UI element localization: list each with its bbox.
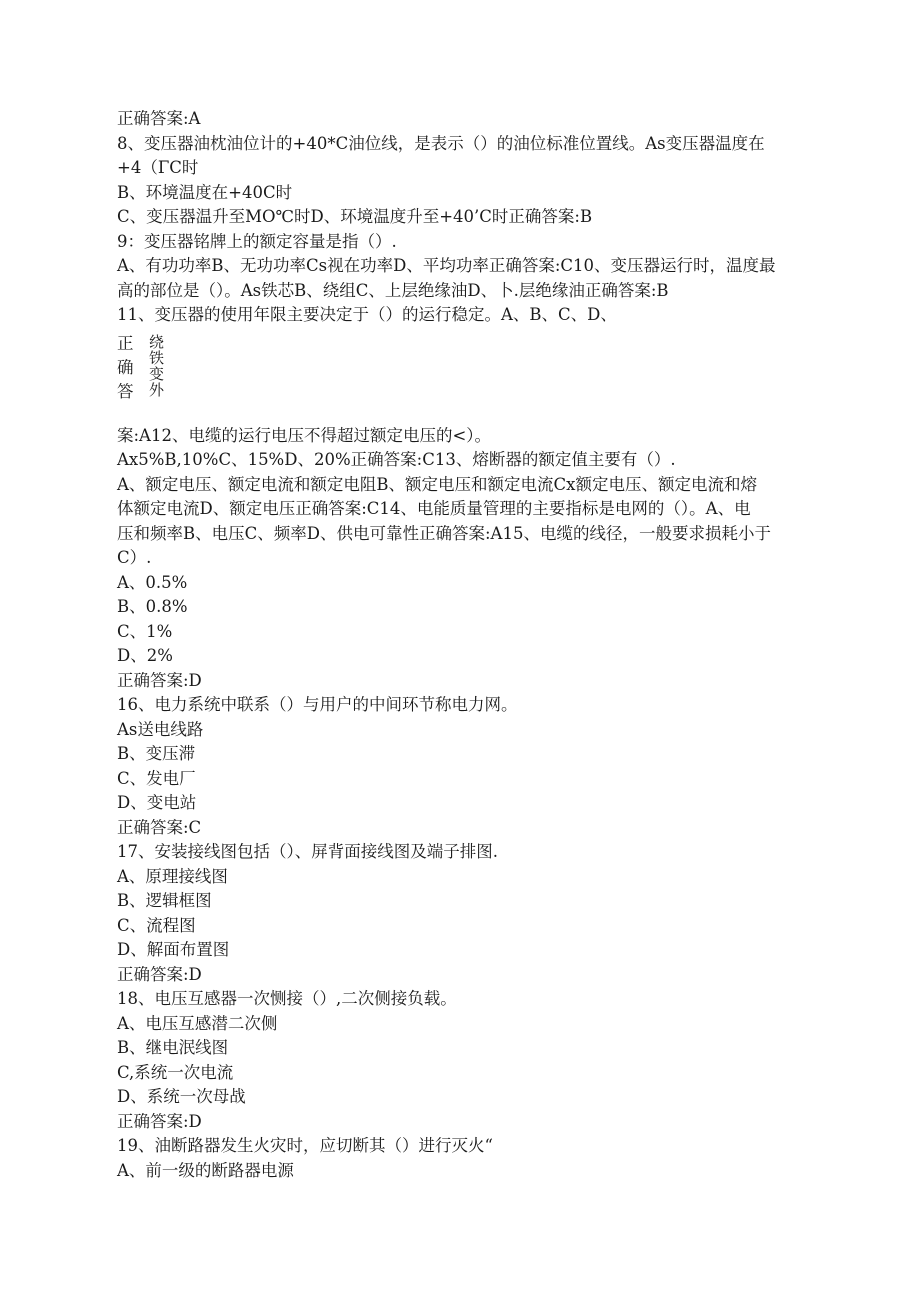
text-line: A、电压互感潜二次侧 <box>117 1013 278 1033</box>
text-line: 8、变压器油枕油位计的+40*C油位线，是表示（）的油位标准位置线。As变压器温度在 <box>117 133 765 153</box>
text-line: 体额定电流D、额定电压正确答案:C14、电能质量管理的主要指标是电网的（）。A、电 <box>117 499 751 518</box>
text-line: B、继电泯线图 <box>117 1038 229 1057</box>
fragment-char: 确 <box>117 357 134 377</box>
text-line: 16、电力系统中联系（）与用户的中间环节称电力网。 <box>117 695 518 714</box>
text-line: B、0.8% <box>117 597 188 616</box>
text-line: C、流程图 <box>117 915 196 935</box>
fragment-char: 正 <box>117 333 134 353</box>
fragment-column-options <box>149 334 164 398</box>
text-line: B、变压滞 <box>117 744 196 763</box>
text-line: 高的部位是（）。As铁芯B、绕组C、上层绝缘油D、卜.层绝缘油正确答案:B <box>117 280 669 300</box>
text-line: 18、电压互感器一次恻接（）,二次侧接负载。 <box>117 989 457 1008</box>
text-line: A、0.5% <box>117 572 188 592</box>
text-line: 正确答案:A <box>117 109 201 128</box>
fragment-column-answer <box>117 332 134 404</box>
text-line: D、解面布置图 <box>117 940 230 959</box>
fragment-char: 绕 <box>149 332 165 351</box>
text-line: A、有功功率B、无功功率Cs视在功率D、平均功率正确答案:C10、变压器运行时，温度最 <box>117 256 776 275</box>
fragment-char: 外 <box>149 380 165 399</box>
text-line: D、系统一次母战 <box>117 1087 246 1106</box>
text-line: 11、变压器的使用年限主要决定于（）的运行稳定。A、B、C、D、 <box>117 305 617 324</box>
text-line: A、原理接线图 <box>117 866 228 886</box>
text-line: C、发电厂 <box>117 768 196 788</box>
text-line: 19、油断路器发生火灾时，应切断其（）进行灭火“ <box>117 1136 493 1155</box>
text-line: C、1% <box>117 621 173 641</box>
text-line: A、前一级的断路器电源 <box>117 1160 294 1180</box>
text-line: 17、安装接线图包括（）、屏背面接线图及端子排图. <box>117 842 498 861</box>
fragment-char: 变 <box>149 364 165 383</box>
text-line: 正确答案:D <box>117 964 202 984</box>
text-line: C、变压器温升至MO℃时D、环境温度升至+40’C时正确答案:B <box>117 207 593 226</box>
text-line: As送电线路 <box>117 719 204 739</box>
text-line: 案:A12、电缆的运行电压不得超过额定电压的<）。 <box>117 425 492 445</box>
text-line: A、额定电压、额定电流和额定电阻B、额定电压和额定电流Cx额定电压、额定电流和熔 <box>117 474 757 494</box>
text-line: D、2% <box>117 646 173 665</box>
text-line: +4（ΓC时 <box>117 158 199 177</box>
text-line: B、环境温度在+40C时 <box>117 182 293 202</box>
text-block-top <box>117 107 842 328</box>
text-line: 9：变压器铭牌上的额定容量是指（）. <box>117 231 397 251</box>
text-line: C,系统一次电流 <box>117 1062 234 1082</box>
text-block-bottom <box>117 424 842 1184</box>
text-line: 压和频率B、电压C、频率D、供电可靠性正确答案:A15、电缆的线径，一般要求损耗小于 <box>117 523 771 543</box>
broken-layout-fragment <box>117 332 842 400</box>
document-page <box>117 107 842 1183</box>
fragment-char: 答 <box>117 381 134 401</box>
text-line: D、变电站 <box>117 793 197 812</box>
fragment-char: 铁 <box>149 348 165 367</box>
text-line: 正确答案:C <box>117 817 202 837</box>
text-line: B、逻辑框图 <box>117 891 212 910</box>
text-line: Ax5%B,10%C、15%D、20%正确答案:C13、熔断器的额定值主要有（）. <box>117 450 676 469</box>
text-line: 正确答案:D <box>117 1111 202 1131</box>
text-line: 正确答案:D <box>117 670 202 690</box>
text-line: C）. <box>117 548 152 567</box>
